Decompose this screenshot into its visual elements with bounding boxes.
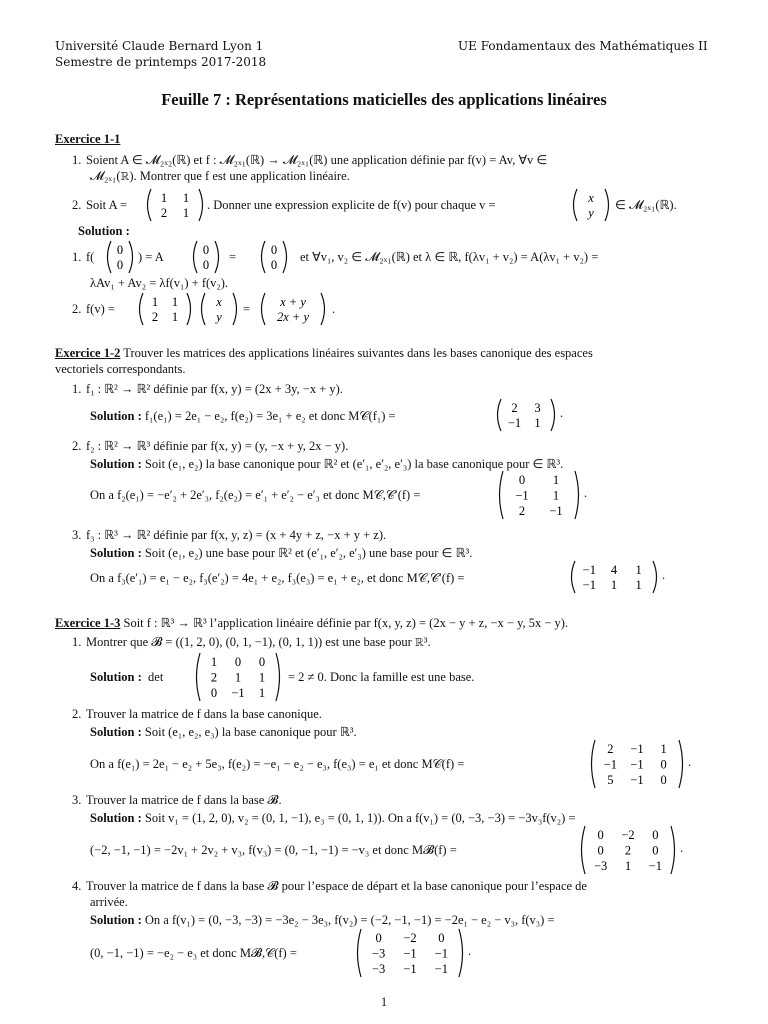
matrix-cell: 1 [635,578,642,592]
matrix-cell: 1 [624,858,632,873]
matrix-cell: 2 [624,843,632,858]
matrix-cell: 1 [210,655,218,670]
item-number: 2. [72,439,82,453]
matrix-cell: 0 [597,828,604,843]
ex2-s1: f₁(e₁) = 2e₁ − e₂, f(e₂) = 3e₁ + e₂ et donc M𝒞(f₁) = [144,409,396,423]
matrix-mc [588,739,692,789]
left-paren [582,826,586,874]
ex3-q4-line [72,878,587,894]
matrix-svg [190,240,222,274]
matrix-cell: y [216,310,222,324]
left-paren [202,293,206,325]
matrix-svg [578,825,678,875]
right-paren [459,929,463,977]
exercise-title: Exercice 1-1 [55,132,121,146]
right-paren [653,561,657,593]
ex2-q1-line [72,381,343,397]
matrix-cell: −1 [515,488,529,503]
matrix-svg [588,739,686,789]
matrix-trailing-period: . [688,755,692,769]
matrix-m2 [496,470,588,520]
matrix-A [144,188,206,222]
matrix-svg [496,470,582,520]
matrix-cell: 1 [234,670,242,685]
ex3-s3b: (−2, −1, −1) = −2v₁ + 2v₂ + v₃, f(v₃) = (0, −1, −1) = −v₃ et donc M𝓑(f) = [90,843,457,857]
matrix-cell: 0 [518,473,526,488]
matrix-cell: −1 [603,757,617,772]
matrix-v [570,188,612,222]
ex3-intro: Soit f : ℝ³ → ℝ³ l’application linéaire définie par f(x, y, z) = (2x − y + z, −x − y, 5x − y). [120,616,569,630]
ex1-s1c: = [229,250,237,264]
matrix-cell: −1 [549,503,563,518]
matrix-A-sol [136,292,194,326]
matrix-cell: 1 [151,295,159,309]
matrix-cell: 1 [182,191,190,205]
matrix-trailing-period: . [662,568,666,582]
matrix-trailing-period: . [468,944,472,958]
matrix-cell: 0 [660,757,667,772]
left-paren [108,241,112,273]
item-number: 1. [72,382,82,396]
ex3-q3-line [72,792,282,808]
right-paren [129,241,133,273]
matrix-cell: 2 [151,310,159,324]
matrix-trailing-period: . [680,841,684,855]
matrix-mb [578,825,684,875]
matrix-cell: 0 [202,243,210,257]
ex2-s1-line [90,408,396,424]
ex3-q4a: Trouver la matrice de f dans la base 𝓑 pour l’espace de départ et la base canonique pour l’espace de [86,879,587,893]
left-paren [572,561,576,593]
right-paren [551,399,555,431]
matrix-svg [136,292,194,326]
matrix-cell: 4 [610,563,618,577]
ex3-s1b: = 2 ≠ 0. Donc la famille est une base. [288,670,475,684]
matrix-cell: 0 [270,243,278,257]
item-number: 1. [72,635,82,649]
exercise-1-2-intro [55,345,593,361]
matrix-cell: 1 [534,416,541,430]
matrix-cell: 3 [534,401,541,415]
matrix-svg [104,240,136,274]
ex3-q1-line [72,634,431,650]
solution-label: Solution : [90,913,142,927]
ex2-intro2: vectoriels correspondants. [55,362,186,376]
matrix-cell: 0 [438,931,445,946]
matrix-cell: −1 [630,742,644,757]
matrix-cell: −1 [434,946,448,961]
right-paren [276,653,280,701]
matrix-cell: 1 [160,191,168,205]
matrix-cell: 5 [607,772,614,787]
matrix-cell: −1 [648,858,662,873]
matrix-cell: 0 [116,243,124,257]
left-paren [262,293,266,325]
left-paren [140,293,144,325]
item-number: 4. [72,879,82,893]
matrix-cell: 1 [610,578,618,592]
left-paren [500,471,504,519]
matrix-cell: 0 [210,685,218,700]
matrix-cell: −1 [403,946,417,961]
left-paren [148,189,152,221]
item-number: 2. [72,198,82,212]
matrix-cell: 0 [652,843,659,858]
matrix-cell: 2 [518,503,526,518]
matrix-cell: −2 [621,828,635,843]
left-paren [194,241,198,273]
right-paren [575,471,579,519]
solution-label: Solution : [90,546,142,560]
ex1-q2a: Soit A = [86,198,128,212]
ex3-s1-line [90,669,163,685]
matrix-cell: −1 [231,685,245,700]
matrix-cell: −3 [372,946,386,961]
left-paren [574,189,578,221]
ex2-q1: f₁ : ℝ² → ℝ² définie par f(x, y) = (2x + 3y, −x + y). [86,382,343,396]
ex1-s1e: λAv₁ + Av₂ = λf(v₁) + f(v₂). [90,276,229,290]
matrix-cell: 0 [234,655,242,670]
solution-label: Solution : [90,457,142,471]
ex3-s1a: det [148,670,164,684]
left-paren [358,929,362,977]
matrix-cell: −2 [403,931,417,946]
matrix-svg [494,398,558,432]
matrix-cell: 0 [202,258,210,272]
matrix-zero-3 [258,240,290,274]
ex3-s2b: On a f(e₁) = 2e₁ − e₂ + 5e₃, f(e₂) = −e₁ − e₂ − e₃, f(e₃) = e₁ et donc M𝒞(f) = [90,757,465,771]
matrix-cell: 1 [552,488,560,503]
matrix-cell: 0 [258,655,266,670]
matrix-cell: x + y [280,295,306,309]
matrix-svg [144,188,206,222]
ex3-s3a: Soit v₁ = (1, 2, 0), v₂ = (0, 1, −1), e₃ = (0, 1, 1)). On a f(v₁) = (0, −3, −3) = −3v₃f(v₂) = [144,811,576,825]
ex1-q1-line1 [72,152,547,168]
matrix-m3 [568,560,666,594]
ex1-q1b: 𝓜₂ₓ₁(ℝ). Montrer que f est une application linéaire. [90,169,350,183]
ex3-s3a-line [90,810,576,826]
matrix-cell: 0 [597,843,604,858]
header-semester: Semestre de printemps 2017-2018 [55,55,267,69]
matrix-cell: 2 [511,401,518,415]
exercise-1-3-intro [55,615,568,631]
matrix-mbc [354,928,472,978]
matrix-zero-1 [104,240,136,274]
right-paren [199,189,203,221]
matrix-cell: 1 [660,742,667,757]
ex1-q2c: ∈ 𝓜₂ₓ₁(ℝ). [615,198,677,212]
right-paren [233,293,237,325]
matrix-cell: −1 [630,757,644,772]
right-paren [605,189,609,221]
item-number: 3. [72,793,82,807]
matrix-cell: −1 [630,772,644,787]
ex2-q3-line [72,527,386,543]
ex3-s4a-line [90,912,555,928]
matrix-cell: 1 [182,206,190,220]
ex2-s3a-line [90,545,472,561]
matrix-svg [198,292,240,326]
exercise-1-1-title [55,131,120,147]
ex3-q3: Trouver la matrice de f dans la base 𝓑. [86,793,282,807]
right-paren [321,293,325,325]
ex1-s2a: f(v) = [86,302,115,316]
matrix-svg [568,560,660,594]
ex3-s2a: Soit (e₁, e₂, e₃) la base canonique pour ℝ³. [144,725,357,739]
solution-label: Solution : [90,670,142,684]
matrix-cell: 1 [171,295,179,309]
right-paren [679,740,683,788]
ex2-s3a: Soit (e₁, e₂) une base pour ℝ² et (e′₁, e′₂, e′₃) une base pour ∈ ℝ³. [144,546,473,560]
left-paren [197,653,201,701]
ex2-q2: f₂ : ℝ² → ℝ³ définie par f(x, y) = (y, −x + y, 2x − y). [86,439,349,453]
matrix-cell: 2x + y [276,310,310,324]
matrix-svg [570,188,612,222]
matrix-det [193,652,283,702]
ex2-intro1: Trouver les matrices des applications linéaires suivantes dans les bases canonique des espaces [120,346,593,360]
matrix-cell: −1 [582,578,596,592]
matrix-cell: 1 [171,310,179,324]
matrix-xy [258,292,328,326]
item-number: 1. [72,153,82,167]
matrix-cell: 0 [116,258,124,272]
matrix-v-sol [198,292,240,326]
matrix-cell: x [216,295,222,309]
ex3-q4b: arrivée. [90,895,128,909]
ex3-q1: Montrer que 𝓑 = ((1, 2, 0), (0, 1, −1), (0, 1, 1)) est une base pour ℝ³. [86,635,431,649]
matrix-cell: 1 [258,685,266,700]
solution-label: Solution : [90,409,142,423]
matrix-cell: 2 [160,206,168,220]
ex1-q2b: . Donner une expression explicite de f(v) pour chaque v = [207,198,496,212]
ex1-s1-start [72,249,94,265]
matrix-cell: x [588,191,594,205]
matrix-cell: −3 [372,961,386,976]
ex1-q2-line [72,197,127,213]
matrix-cell: 0 [375,931,382,946]
matrix-cell: −1 [403,961,417,976]
left-paren [592,740,596,788]
matrix-cell: 1 [635,563,642,577]
matrix-cell: −3 [594,858,608,873]
ex2-s2a-line [90,456,563,472]
header-course: UE Fondamentaux des Mathématiques II [458,39,708,53]
right-paren [215,241,219,273]
solution-label: Solution : [78,224,130,238]
matrix-cell: 2 [210,670,218,685]
matrix-svg [258,240,290,274]
left-paren [262,241,266,273]
matrix-cell: 1 [258,670,266,685]
matrix-trailing-period: . [584,486,588,500]
ex2-s2a: Soit (e₁, e₂) la base canonique pour ℝ² et (e′₁, e′₂, e′₃) la base canonique pour ∈ ℝ³. [144,457,564,471]
matrix-trailing-period: . [560,406,564,420]
matrix-cell: y [588,206,594,220]
ex1-s2b: = [243,302,251,316]
matrix-m1 [494,398,564,432]
right-paren [671,826,675,874]
ex1-s2c: . [332,302,336,316]
item-number: 2. [72,302,82,316]
exercise-title: Exercice 1-2 [55,346,121,360]
ex1-q1a: Soient A ∈ 𝓜₂ₓ₂(ℝ) et f : 𝓜₂ₓ₁(ℝ) → 𝓜₂ₓ₁(ℝ) une application définie par f(v) = Av, ∀v ∈ [86,153,548,167]
right-paren [187,293,191,325]
ex2-s3b: On a f₃(e′₁) = e₁ − e₂, f₃(e′₂) = 4e₁ + e₂, f₃(e₃) = e₁ + e₂, et donc M𝒞,𝒞′(f) = [90,571,465,585]
ex2-q3: f₃ : ℝ³ → ℝ² définie par f(x, y, z) = (x + 4y + z, −x + y + z). [86,528,387,542]
item-number: 1. [72,250,82,264]
solution-label: Solution : [90,725,142,739]
ex2-q2-line [72,438,348,454]
ex1-s1d: et ∀v₁, v₂ ∈ 𝓜₂ₓ₁(ℝ) et λ ∈ ℝ, f(λv₁ + v₂) = A(λv₁ + v₂) = [300,250,599,264]
item-number: 2. [72,707,82,721]
page-title: Feuille 7 : Représentations maticielles des applications linéaires [161,90,607,109]
matrix-cell: −1 [582,563,596,577]
matrix-cell: 1 [552,473,560,488]
ex1-s1a: f( [86,250,95,264]
solution-label: Solution : [90,811,142,825]
ex3-s4b: (0, −1, −1) = −e₂ − e₃ et donc M𝓑,𝒞(f) = [90,946,297,960]
matrix-svg [258,292,328,326]
ex1-s1b: ) = A [138,250,164,264]
ex3-q2: Trouver la matrice de f dans la base canonique. [86,707,322,721]
item-number: 3. [72,528,82,542]
matrix-cell: −1 [434,961,448,976]
ex3-s2a-line [90,724,357,740]
page-number: 1 [380,995,388,1009]
exercise-title: Exercice 1-3 [55,616,121,630]
ex1-solution-label [78,223,130,239]
matrix-cell: 0 [270,258,278,272]
header-university: Université Claude Bernard Lyon 1 [55,39,264,53]
matrix-cell: −1 [507,416,522,430]
matrix-cell: 0 [660,772,667,787]
ex1-s2-start [72,301,115,317]
left-paren [498,399,502,431]
ex3-s4a: On a f(v₁) = (0, −3, −3) = −3e₂ − 3e₃, f(v₂) = (−2, −1, −1) = −2e₁ − e₂ − v₃, f(v₃) = [144,913,555,927]
ex3-q2-line [72,706,322,722]
ex2-s2b: On a f₂(e₁) = −e′₂ + 2e′₃, f₂(e₂) = e′₁ + e′₂ − e′₃ et donc M𝒞,𝒞′(f) = [90,488,421,502]
matrix-zero-2 [190,240,222,274]
matrix-cell: 2 [607,742,614,757]
matrix-svg [193,652,283,702]
right-paren [283,241,287,273]
matrix-cell: 0 [652,828,659,843]
matrix-svg [354,928,466,978]
